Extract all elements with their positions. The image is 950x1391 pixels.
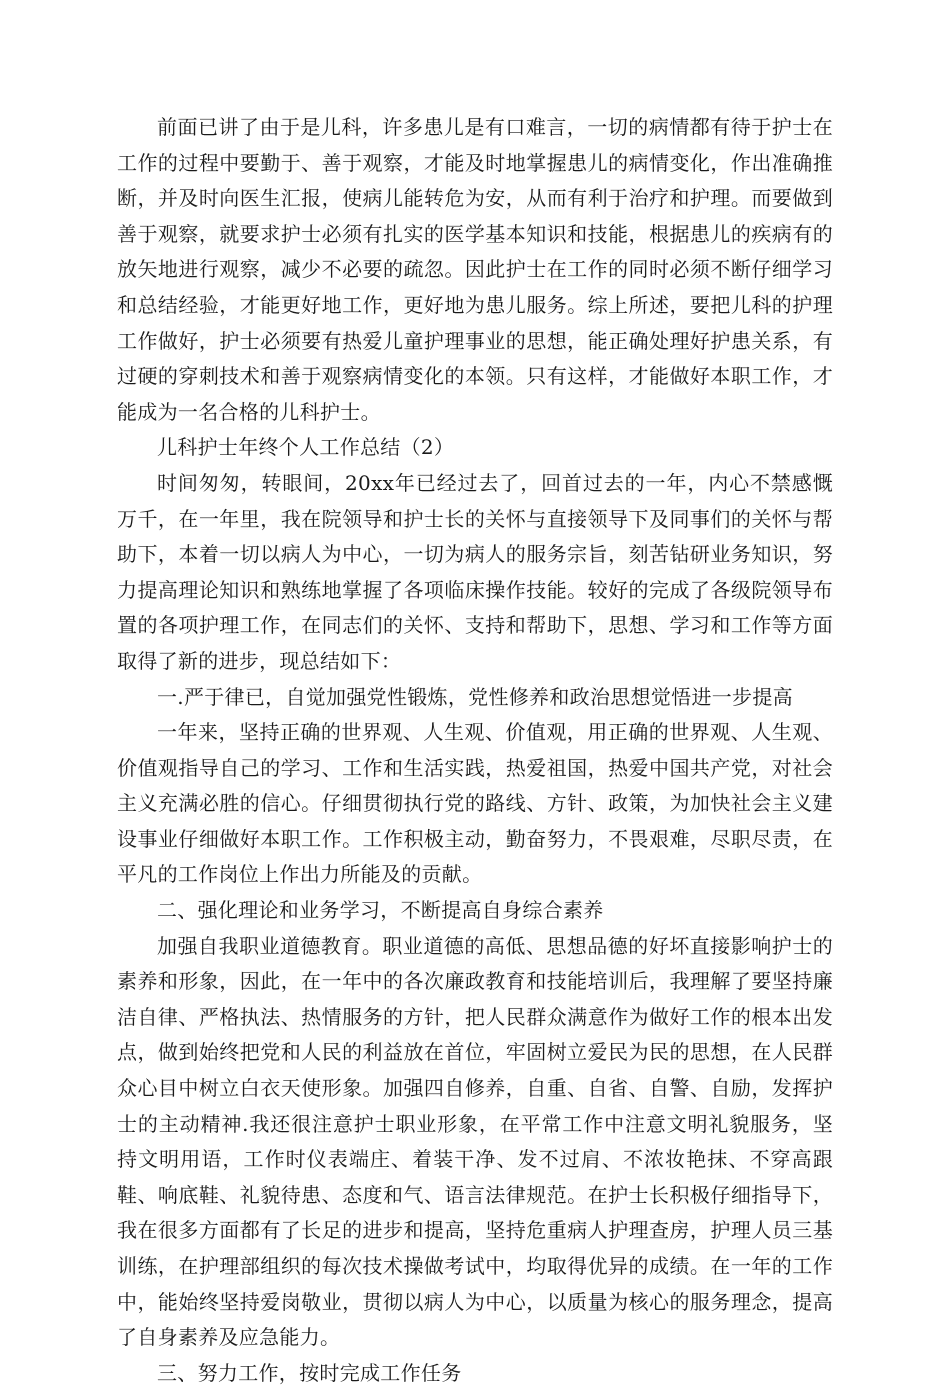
heading-work-tasks: 三、努力工作，按时完成工作任务 [157, 1360, 462, 1385]
paragraph-pediatric-observation: 前面已讲了由于是儿科，许多患儿是有口难言，一切的病情都有待于护士在工作的过程中要勤于、善于观察，才能及时地掌握患儿的病情变化，作出准确推断，并及时向医生汇报，使病儿能转危为安，从而有利于治疗和护理。而要做到善于观察，就要求护士必须有扎实的医学基本知识和技能，根据患儿的疾病有的放矢地进行观察，减少不必要的疏忽。因此护士在工作的同时必须不断仔细学习和总结经验，才能更好地工作，更好地为患儿服务。综上所述，要把儿科的护理工作做好，护士必须要有热爱儿童护理事业的思想，能正确处理好护患关系，有过硬的穿刺技术和善于观察病情变化的本领。只有这样，才能做好本职工作，才能成为一名合格的儿科护士。 [117, 115, 833, 424]
paragraph-worldview: 一年来，坚持正确的世界观、人生观、价值观，用正确的世界观、人生观、价值观指导自己的学习、工作和生活实践，热爱祖国，热爱中国共产党，对社会主义充满必胜的信心。仔细贯彻执行党的路线、方针、政策，为加快社会主义建设事业仔细做好本职工作。工作积极主动，勤奋努力，不畏艰难，尽职尽责，在平凡的工作岗位上作出力所能及的贡献。 [117, 720, 833, 887]
document-body [117, 110, 833, 1391]
paragraph-year-review: 时间匆匆，转眼间，20xx年已经过去了，回首过去的一年，内心不禁感慨万千，在一年里，我在院领导和护士长的关怀与直接领导下及同事们的关怀与帮助下，本着一切以病人为中心，一切为病人的服务宗旨，刻苦钻研业务知识，努力提高理论知识和熟练地掌握了各项临床操作技能。较好的完成了各级院领导布置的各项护理工作，在同志们的关怀、支持和帮助下，思想、学习和工作等方面取得了新的进步，现总结如下： [117, 470, 833, 673]
heading-theory-study: 二、强化理论和业务学习，不断提高自身综合素养 [157, 898, 604, 923]
heading-party-discipline: 一.严于律已，自觉加强党性锻炼，党性修养和政治思想觉悟进一步提高 [157, 684, 793, 709]
paragraph-professional-ethics: 加强自我职业道德教育。职业道德的高低、思想品德的好坏直接影响护士的素养和形象，因此，在一年中的各次廉政教育和技能培训后，我理解了要坚持廉洁自律、严格执法、热情服务的方针，把人民群众满意作为做好工作的根本出发点，做到始终把党和人民的利益放在首位，牢固树立爱民为民的思想，在人民群众心目中树立白衣天使形象。加强四自修养，自重、自省、自警、自励，发挥护士的主动精神.我还很注意护士职业形象，在平常工作中注意文明礼貌服务，坚持文明用语，工作时仪表端庄、着装干净、发不过肩、不浓妆艳抹、不穿高跟鞋、响底鞋、礼貌待患、态度和气、语言法律规范。在护士长积极仔细指导下，我在很多方面都有了长足的进步和提高，坚持危重病人护理查房，护理人员三基训练，在护理部组织的每次技术操做考试中，均取得优异的成绩。在一年的工作中，能始终坚持爱岗敬业，贯彻以病人为中心，以质量为核心的服务理念，提高了自身素养及应急能力。 [117, 933, 833, 1350]
section-title-summary-2: 儿科护士年终个人工作总结（2） [157, 435, 455, 460]
